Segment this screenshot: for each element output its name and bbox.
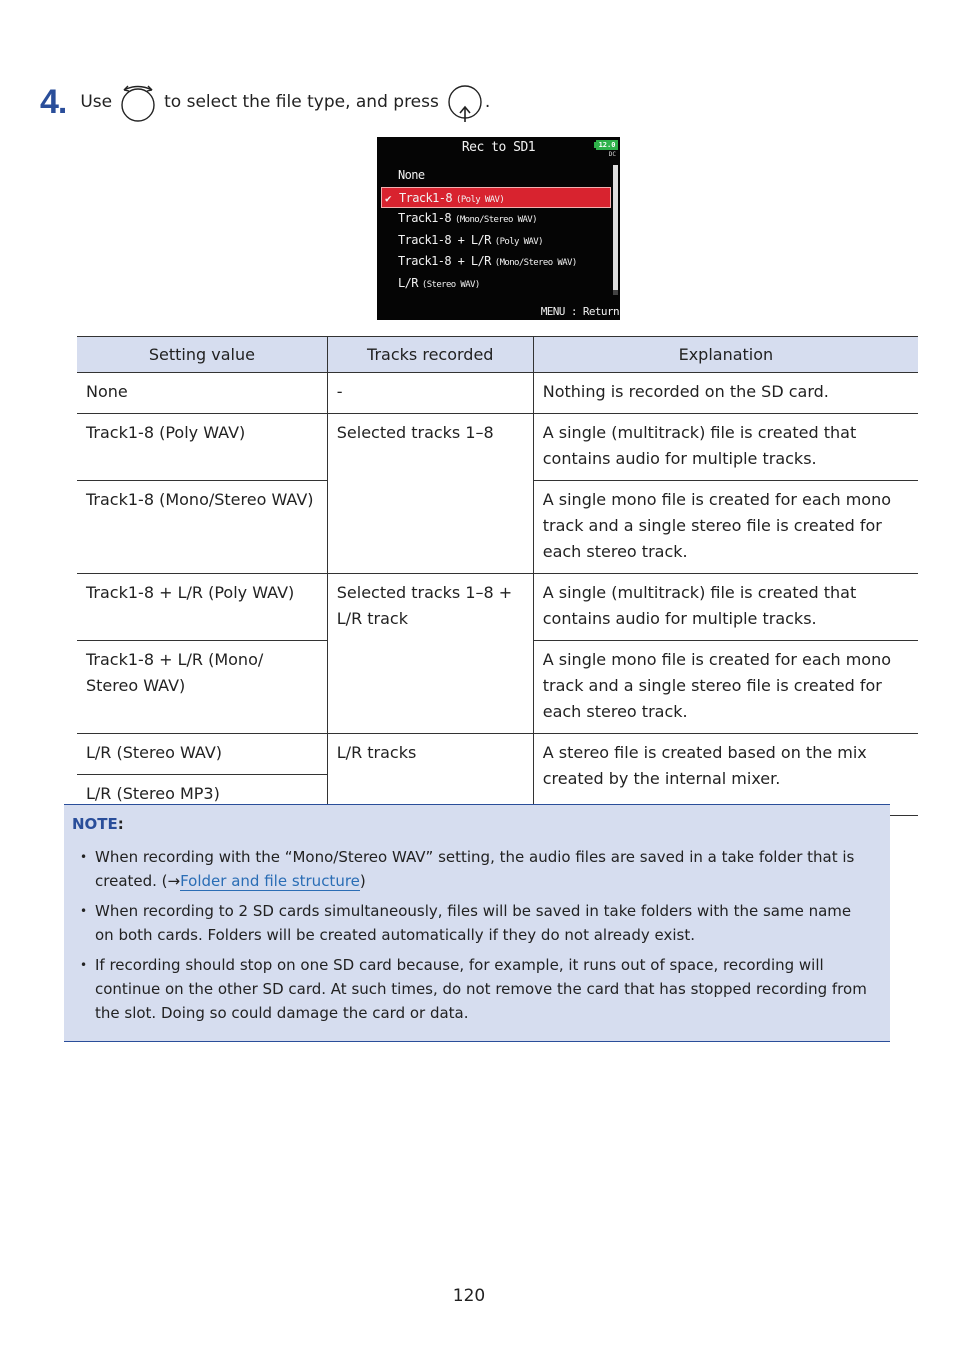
cell-explanation: A single (multitrack) file is created that contains audio for multiple tracks. bbox=[533, 414, 918, 481]
menu-item-track1-8-lr-monostereo[interactable]: Track1-8 + L/R (Mono/Stereo WAV) bbox=[398, 254, 577, 268]
menu-item-track1-8-poly[interactable]: ✔ Track1-8 (Poly WAV) bbox=[381, 187, 611, 209]
cell-setting: Track1-8 + L/R (Poly WAV) bbox=[77, 574, 327, 641]
menu-item-none[interactable]: None bbox=[398, 168, 425, 182]
cell-explanation: A stereo file is created based on the mix created by the internal mixer. bbox=[533, 734, 918, 816]
cell-tracks: - bbox=[327, 373, 533, 414]
screen-footer: MENU : Return bbox=[540, 305, 619, 318]
cell-explanation: Nothing is recorded on the SD card. bbox=[533, 373, 918, 414]
step-text-use: Use bbox=[80, 92, 113, 112]
step-instruction bbox=[40, 80, 490, 124]
press-dial-icon bbox=[445, 80, 485, 124]
header-tracks-recorded: Tracks recorded bbox=[327, 337, 533, 373]
step-text-end: . bbox=[484, 92, 491, 112]
note-item: • If recording should stop on one SD card because, for example, it runs out of space, recording will continue on the other SD card. At such times, do not remove the card that has stopped recording from the slot. Doing so could damage the card or data. bbox=[80, 953, 870, 1025]
note-item: • When recording to 2 SD cards simultaneously, files will be saved in take folders with the same name on both cards. Folders will be created automatically if they do not already exist. bbox=[80, 899, 870, 947]
table-header-row bbox=[77, 337, 918, 373]
cell-tracks: Selected tracks 1–8 bbox=[327, 414, 533, 574]
cell-setting: None bbox=[77, 373, 327, 414]
note-title: NOTE: bbox=[72, 815, 124, 833]
note-box bbox=[64, 804, 890, 1042]
menu-item-track1-8-monostereo[interactable]: Track1-8 (Mono/Stereo WAV) bbox=[398, 211, 537, 225]
table-row bbox=[77, 734, 918, 775]
cell-setting: Track1-8 + L/R (Mono/ Stereo WAV) bbox=[77, 641, 327, 734]
cell-setting: L/R (Stereo MP3) bbox=[77, 775, 327, 816]
header-setting-value: Setting value bbox=[77, 337, 327, 373]
cell-explanation: A single mono file is created for each mono track and a single stereo file is created for each stereo track. bbox=[533, 481, 918, 574]
power-source: DC bbox=[608, 151, 616, 158]
table-row bbox=[77, 574, 918, 641]
table-row bbox=[77, 373, 918, 414]
step-number: 4. bbox=[40, 82, 67, 121]
table-row bbox=[77, 414, 918, 481]
menu-item-lr-stereo[interactable]: L/R (Stereo WAV) bbox=[398, 275, 480, 290]
cell-setting: Track1-8 (Poly WAV) bbox=[77, 414, 327, 481]
battery-icon: 12.0 bbox=[596, 140, 618, 150]
folder-structure-link[interactable]: Folder and file structure bbox=[180, 872, 360, 890]
cell-setting: L/R (Stereo WAV) bbox=[77, 734, 327, 775]
header-explanation: Explanation bbox=[533, 337, 918, 373]
scrollbar-thumb[interactable] bbox=[613, 165, 618, 290]
screen-title: Rec to SD1 bbox=[461, 140, 536, 155]
menu-item-track1-8-lr-poly[interactable]: Track1-8 + L/R (Poly WAV) bbox=[398, 232, 543, 247]
note-list bbox=[80, 845, 870, 1031]
cell-explanation: A single (multitrack) file is created that contains audio for multiple tracks. bbox=[533, 574, 918, 641]
page-number: 120 bbox=[452, 1286, 486, 1306]
selection-dial-icon bbox=[118, 80, 158, 124]
cell-explanation: A single mono file is created for each mono track and a single stereo file is created for each stereo track. bbox=[533, 641, 918, 734]
device-screen bbox=[377, 137, 620, 320]
note-item: • When recording with the “Mono/Stereo WAV” setting, the audio files are saved in a take folder that is created. (→Folder and file structure) bbox=[80, 845, 870, 893]
screen-menu bbox=[381, 165, 611, 294]
settings-table bbox=[77, 336, 918, 816]
cell-tracks: Selected tracks 1–8 + L/R track bbox=[327, 574, 533, 734]
check-icon: ✔ bbox=[385, 191, 392, 205]
scrollbar[interactable] bbox=[613, 165, 618, 295]
cell-setting: Track1-8 (Mono/Stereo WAV) bbox=[77, 481, 327, 574]
step-text-middle: to select the file type, and press bbox=[164, 92, 439, 112]
cell-tracks: L/R tracks bbox=[327, 734, 533, 816]
